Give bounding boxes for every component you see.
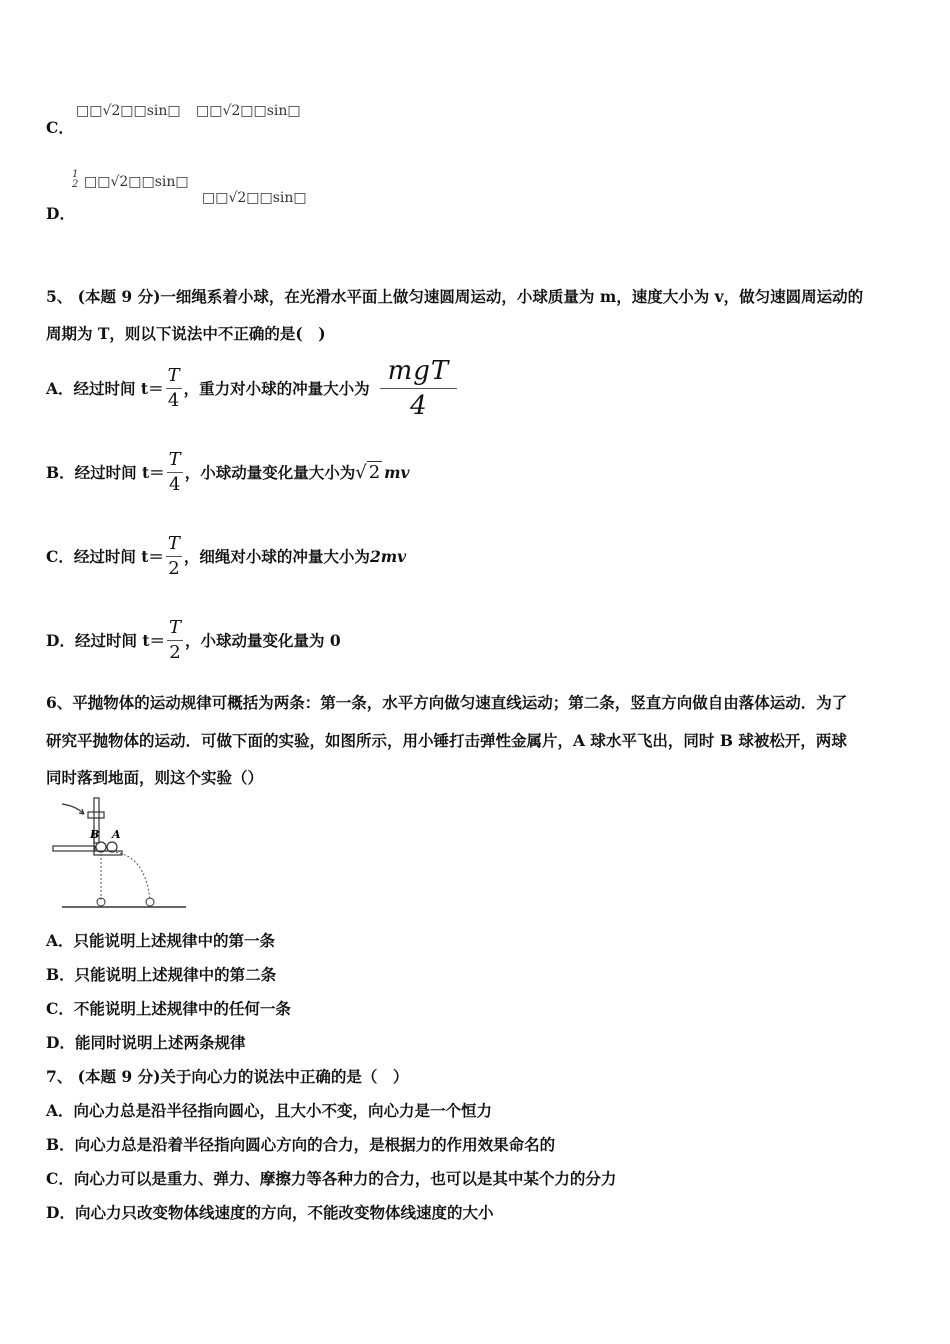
q5-b-label: B． (46, 463, 75, 482)
q6-experiment-figure (50, 796, 190, 911)
q4-option-c-formula-right: □□√2□□sin□ (196, 103, 301, 119)
q5-option-d (46, 608, 341, 672)
q5-b-prefix: 经过时间 t＝ (74, 463, 165, 482)
q5-a-prefix: 经过时间 t＝ (73, 379, 164, 398)
q5-b-text: ，小球动量变化量大小为 (184, 463, 356, 482)
q7-option-b: B．向心力总是沿着半径指向圆心方向的合力，是根据力的作用效果命名的 (46, 1135, 556, 1154)
q5-c-label: C． (46, 547, 74, 566)
q5-c-prefix: 经过时间 t＝ (73, 547, 164, 566)
hammer-arrow (62, 804, 84, 814)
q6-option-b: B．只能说明上述规律中的第二条 (46, 965, 277, 984)
q5-option-b (46, 440, 410, 504)
figure-label-b: B (90, 828, 100, 841)
q5-c-time-fraction: $\frac{T}{2}$ (167, 532, 180, 579)
q4-option-d-formula-right: □□√2□□sin□ (202, 190, 307, 206)
q5-d-label: D． (46, 631, 75, 650)
q5-b-sqrt: √ 2 (355, 461, 381, 483)
q6-stem-line1: 6、平抛物体的运动规律可概括为两条：第一条，水平方向做匀速直线运动；第二条，竖直方向做自由落体运动．为了 (46, 693, 848, 712)
q7-option-c: C．向心力可以是重力、弹力、摩擦力等各种力的合力，也可以是其中某个力的分力 (46, 1169, 617, 1188)
q5-a-label: A． (46, 379, 74, 398)
figure-label-a: A (112, 828, 121, 841)
q4-option-d-small-fraction (72, 170, 78, 190)
q5-d-prefix: 经过时间 t＝ (74, 631, 166, 650)
q4-option-d-formula-left: □□√2□□sin□ (84, 174, 189, 190)
q7-stem: 7、 (本题 9 分)关于向心力的说法中正确的是（ ） (46, 1067, 409, 1086)
q6-option-a: A．只能说明上述规律中的第一条 (46, 931, 276, 950)
q6-option-c: C．不能说明上述规律中的任何一条 (46, 999, 291, 1018)
q5-option-a (46, 356, 457, 420)
q5-a-time-fraction: $\frac{T}{4}$ (167, 364, 180, 411)
q5-stem-line2: 周期为 T，则以下说法中不正确的是( ) (46, 324, 326, 343)
metal-plate (53, 846, 95, 851)
q5-c-tail: 2mv (369, 546, 407, 566)
q5-option-c (46, 524, 406, 588)
stand-clamp (88, 812, 104, 818)
q6-stem-line3: 同时落到地面，则这个实验（） (46, 768, 264, 787)
ball-a-landed (146, 898, 154, 906)
q5-stem-line1: 5、 (本题 9 分)一细绳系着小球，在光滑水平面上做匀速圆周运动，小球质量为 m，速度大小为 v，做匀速圆周运动的 (46, 287, 864, 306)
q4-option-c-formula-left: □□√2□□sin□ (76, 103, 181, 119)
q4-option-d-label: D． (46, 204, 75, 223)
q5-b-tail: mv (384, 462, 410, 482)
q7-option-d: D．向心力只改变物体线速度的方向，不能改变物体线速度的大小 (46, 1203, 494, 1222)
q6-option-d: D．能同时说明上述两条规律 (46, 1033, 246, 1052)
q5-c-text: ，细绳对小球的冲量大小为 (183, 547, 370, 566)
q5-a-answer-fraction: $\frac{\text{mgT}}{4}$ (380, 358, 458, 419)
ball-a-path (112, 852, 150, 900)
q4-d-frac-den: 2 (72, 179, 79, 190)
q5-a-text: ，重力对小球的冲量大小为 (183, 379, 370, 398)
q4-d-frac-num: 1 (72, 169, 79, 180)
q7-option-a: A．向心力总是沿半径指向圆心，且大小不变，向心力是一个恒力 (46, 1101, 493, 1120)
q5-d-text: ，小球动量变化量为 0 (185, 631, 341, 650)
q5-b-time-fraction: $\frac{T}{4}$ (168, 448, 181, 495)
q4-option-c-label: C． (46, 118, 74, 137)
q5-d-time-fraction: $\frac{T}{2}$ (169, 616, 182, 663)
q6-stem-line2: 研究平抛物体的运动．可做下面的实验，如图所示，用小锤打击弹性金属片，A 球水平飞出，同时 B 球被松开，两球 (46, 731, 847, 750)
